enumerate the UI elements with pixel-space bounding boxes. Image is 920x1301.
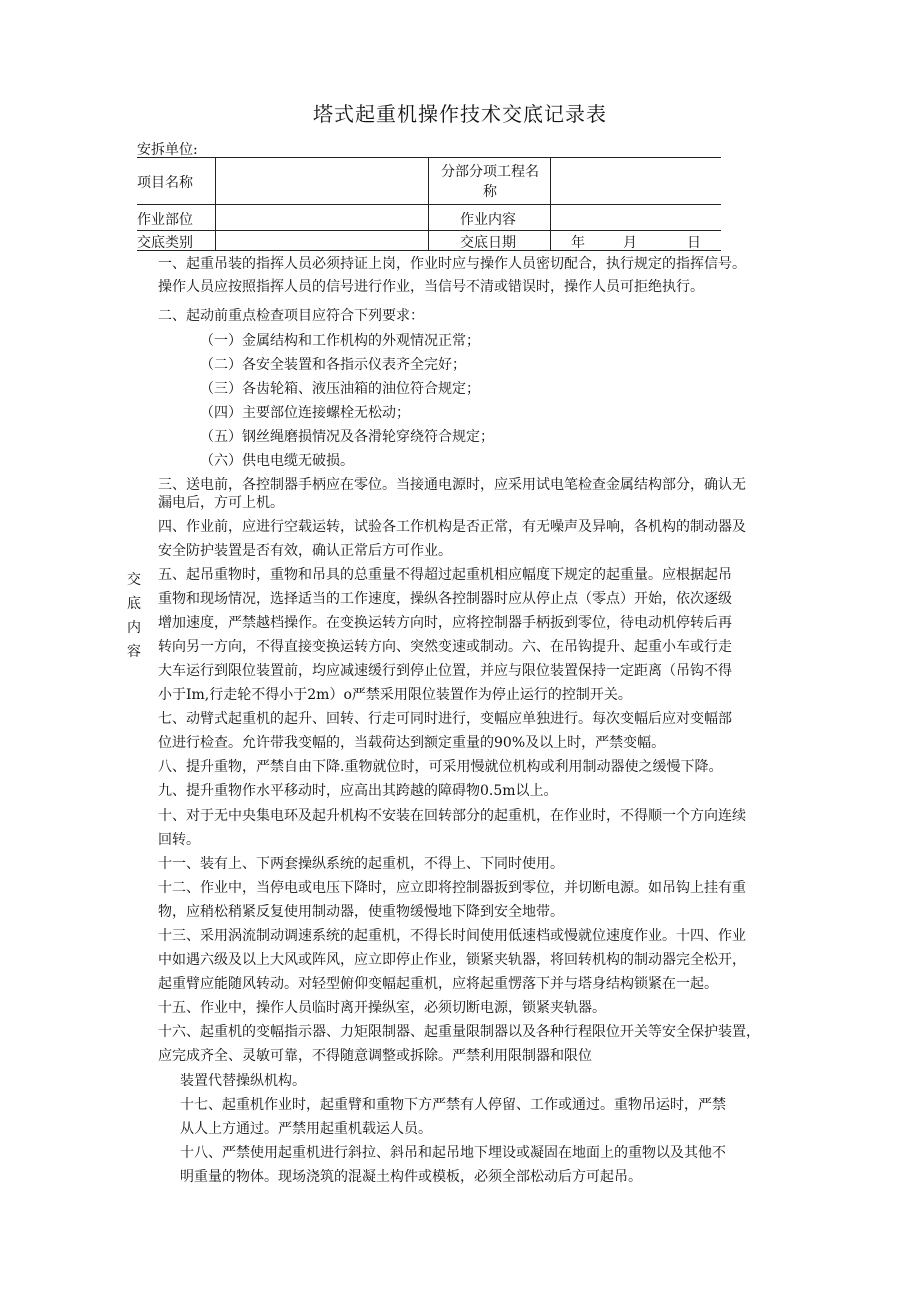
content-line: 物，应稍松稍紧反复使用制动器，使重物缓慢地下降到安全地带。	[158, 904, 564, 920]
content-line: 七、动臂式起重机的起升、回转、行走可同时进行，变幅应单独进行。每次变幅后应对变幅部	[158, 711, 732, 727]
content-line: （三）各齿轮箱、液压油箱的油位符合规定；	[200, 381, 480, 397]
content-line: 应完成齐全、灵敏可靠，不得随意调整或拆除。严禁利用限制器和限位	[158, 1048, 592, 1064]
content-line: 起重臂应能随风转动。对轻型俯仰变幅起重机，应将起重愣落下并与塔身结构锁紧在一起。	[158, 976, 718, 992]
table-line	[137, 204, 721, 205]
content-line: 重物和现场情况，选择适当的工作速度，操纵各控制器时应从停止点（零点）开始，依次逐级	[158, 591, 732, 607]
content-line: 中如遇六级及以上大风或阵风，应立即停止作业，锁紧夹轨器，将回转机构的制动器完全松开，	[158, 952, 746, 968]
disclosure-type-label: 交底类别	[137, 235, 193, 251]
content-line: 位进行检查。允许带我变幅的，当载荷达到额定重量的90%及以上时，严禁变幅。	[158, 735, 666, 751]
content-line: 二、起动前重点检查项目应符合下列要求：	[158, 308, 424, 324]
side-char: 底	[127, 596, 141, 612]
content-line: 十一、装有上、下两套操纵系统的起重机，不得上、下同时使用。	[158, 856, 564, 872]
side-char: 交	[127, 572, 141, 588]
project-name-label: 项目名称	[137, 175, 193, 191]
content-line: （一）金属结构和工作机构的外观情况正常；	[200, 333, 480, 349]
content-line: 一、起重吊装的指挥人员必须持证上岗，作业时应与操作人员密切配合，执行规定的指挥信号。	[158, 256, 746, 272]
content-line: 安全防护装置是否有效，确认正常后方可作业。	[158, 543, 452, 559]
date-month: 月	[623, 235, 637, 251]
sub-project-value[interactable]	[553, 160, 719, 202]
side-char: 容	[127, 644, 141, 660]
content-line: 五、起吊重物时，重物和吊具的总重量不得超过起重机相应幅度下规定的起重量。应根据起吊	[158, 567, 732, 583]
side-char: 内	[127, 620, 141, 636]
table-line	[137, 230, 721, 231]
content-line: 十八、严禁使用起重机进行斜拉、斜吊和起吊地下埋设或凝固在地面上的重物以及其他不	[180, 1145, 726, 1161]
content-line: 十六、起重机的变幅指示器、力矩限制器、起重量限制器以及各种行程限位开关等安全保护装置，	[158, 1024, 760, 1040]
content-line: 八、提升重物，严禁自由下降.重物就位时，可采用慢就位机构或利用制动器使之缓慢下降。	[158, 759, 723, 775]
work-part-value[interactable]	[218, 207, 426, 228]
sub-project-label-line1: 分部分项工程名	[441, 164, 539, 180]
content-line: 转向另一方向，不得直接变换运转方向、突然变速或制动。六、在吊钩提升、起重小车或行走	[158, 639, 732, 655]
content-line: （六）供电电缆无破损。	[200, 453, 354, 469]
content-line: 九、提升重物作水平移动时，应高出其跨越的障碍物0.5m以上。	[158, 783, 558, 799]
content-line: 操作人员应按照指挥人员的信号进行作业，当信号不清或错误时，操作人员可拒绝执行。	[158, 279, 704, 295]
content-line: 十五、作业中，操作人员临时离开操纵室，必须切断电源，锁紧夹轨器。	[158, 1000, 606, 1016]
date-day: 日	[687, 235, 701, 251]
disclosure-content-side-label	[124, 568, 144, 664]
project-name-value[interactable]	[218, 160, 426, 202]
date-year: 年	[571, 235, 585, 251]
page-title: 塔式起重机操作技术交底记录表	[313, 102, 607, 126]
content-line: （五）钢丝绳磨损情况及各滑轮穿绕符合规定；	[200, 429, 494, 445]
content-line: 四、作业前，应进行空载运转，试验各工作机构是否正常，有无噪声及异响，各机构的制动器及	[158, 519, 746, 535]
content-line: 三、送电前，各控制器手柄应在零位。当接通电源时，应采用试电笔检查金属结构部分，确认无	[158, 477, 746, 493]
content-line: 增加速度，严禁越档操作。在变换运转方向时，应将控制器手柄扳到零位，待电动机停转后再	[158, 615, 732, 631]
table-line	[137, 157, 721, 158]
sub-project-label-line2: 称	[483, 184, 497, 200]
content-line: 从人上方通过。严禁用起重机载运人员。	[180, 1121, 432, 1137]
content-line: 十七、起重机作业时，起重臂和重物下方严禁有人停留、工作或通过。重物吊运时，严禁	[180, 1097, 726, 1113]
content-line: 十、对于无中央集电环及起升机构不安装在回转部分的起重机，在作业时，不得顺一个方向连续	[158, 808, 746, 824]
table-line	[215, 157, 216, 250]
disclosure-date-label: 交底日期	[460, 235, 516, 251]
unit-label: 安拆单位:	[137, 142, 198, 158]
content-line: 装置代替操纵机构。	[180, 1073, 306, 1089]
content-line: 小于Im,行走轮不得小于2m）o严禁采用限位装置作为停止运行的控制开关。	[158, 687, 632, 703]
content-line: （四）主要部位连接螺栓无松动；	[200, 405, 410, 421]
content-line: 漏电后，方可上机。	[158, 495, 284, 511]
sub-project-label	[430, 162, 550, 202]
table-line	[550, 157, 551, 250]
content-line: 十三、采用涡流制动调速系统的起重机，不得长时间使用低速档或慢就位速度作业。十四、作业	[158, 928, 746, 944]
content-line: 大车运行到限位装置前，均应减速缓行到停止位置，并应与限位装置保持一定距离（吊钩不得	[158, 663, 732, 679]
work-part-label: 作业部位	[137, 212, 193, 228]
content-line: 明重量的物体。现场浇筑的混凝土构件或模板，必须全部松动后方可起吊。	[180, 1169, 642, 1185]
table-line	[428, 157, 429, 250]
content-line: 回转。	[158, 832, 200, 848]
disclosure-type-value[interactable]	[218, 232, 426, 248]
work-content-value[interactable]	[553, 207, 719, 228]
work-content-label: 作业内容	[460, 212, 516, 228]
content-line: 十二、作业中，当停电或电压下降时，应立即将控制器扳到零位，并切断电源。如吊钩上挂有重	[158, 880, 746, 896]
content-line: （二）各安全装置和各指示仪表齐全完好；	[200, 357, 466, 373]
